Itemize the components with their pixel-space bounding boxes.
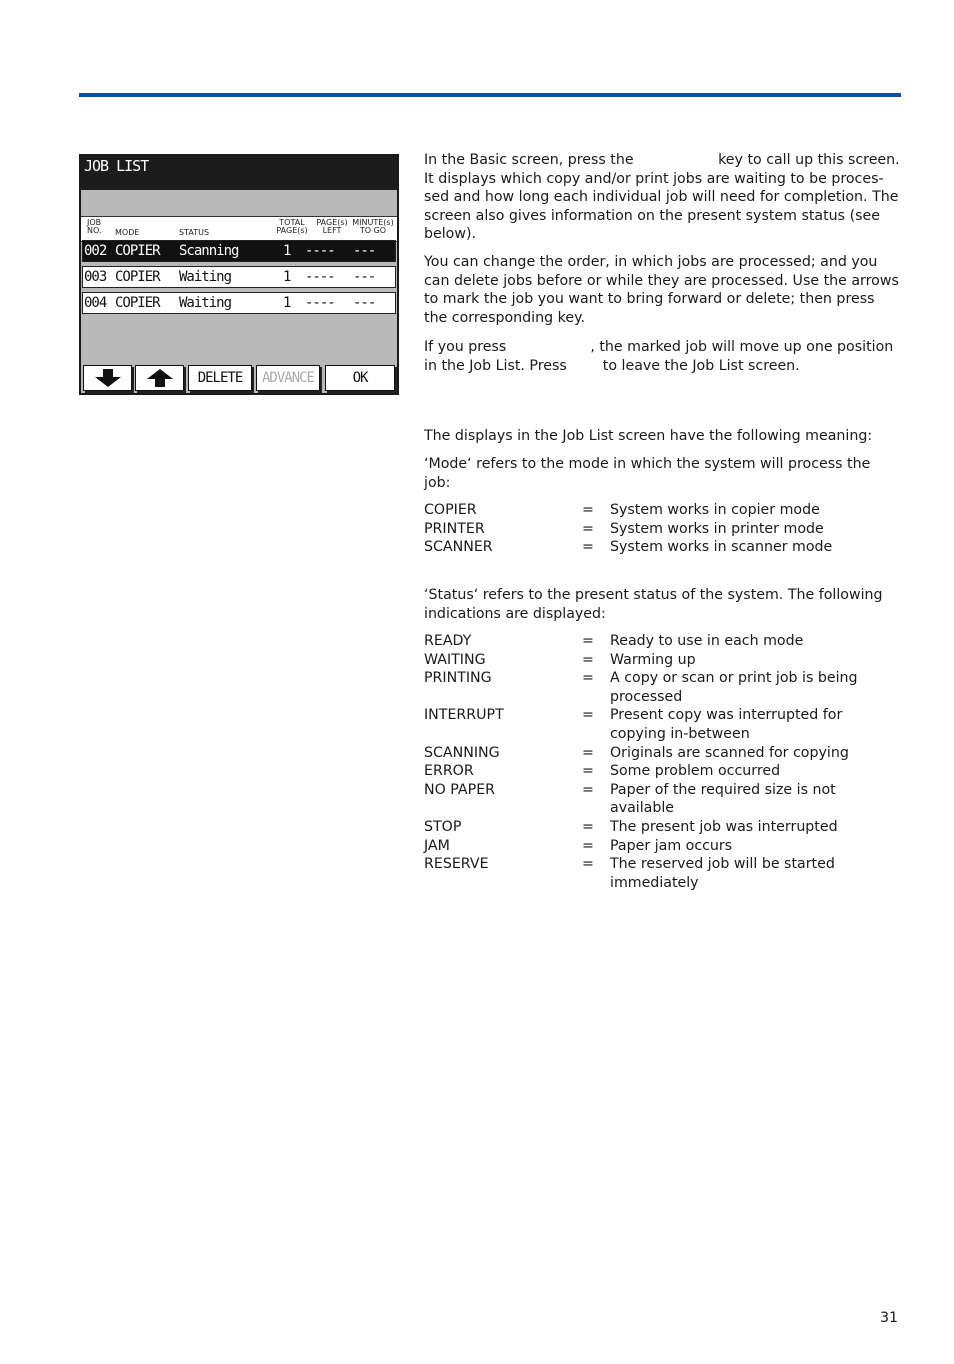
job-total-pages: 1 xyxy=(283,295,291,311)
header-pages-left: PAGE(s) LEFT xyxy=(316,218,348,235)
description: Some problem occurred xyxy=(610,763,781,780)
lcd-column-headers xyxy=(81,216,397,242)
job-status: Waiting xyxy=(179,295,232,311)
list-item xyxy=(424,855,900,892)
move-up-button[interactable] xyxy=(135,365,184,391)
equals: = xyxy=(582,520,594,537)
delete-button[interactable]: DELETE xyxy=(188,365,252,391)
job-minutes-to-go: --- xyxy=(353,269,376,285)
advance-text-c: to leave the Job List screen. xyxy=(602,357,800,374)
list-item xyxy=(424,538,900,557)
equals: = xyxy=(582,781,594,798)
list-item xyxy=(424,669,900,706)
job-no: 004 xyxy=(84,295,107,311)
description: System works in scanner mode xyxy=(610,539,833,556)
advance-text-a: If you press xyxy=(424,339,507,355)
list-item xyxy=(424,520,900,539)
job-pages-left: ---- xyxy=(305,243,335,259)
order-paragraph: You can change the order, in which jobs are processed; and you can delete jobs before or while they are processed. Use the arrows to mark the job you want to bring forward or delete; then press the corresponding key. xyxy=(424,254,899,326)
description: System works in printer mode xyxy=(610,520,824,537)
job-status: Waiting xyxy=(179,269,232,285)
lcd-title: JOB LIST xyxy=(81,156,397,190)
term: READY xyxy=(424,633,472,649)
equals: = xyxy=(582,837,594,854)
term: RESERVE xyxy=(424,856,489,873)
equals: = xyxy=(582,633,594,649)
description: Originals are scanned for copying xyxy=(610,744,849,761)
equals: = xyxy=(582,670,594,687)
job-pages-left: ---- xyxy=(305,295,335,311)
term: PRINTING xyxy=(424,670,492,687)
equals: = xyxy=(582,856,594,873)
description: The present job was interrupted xyxy=(610,818,838,835)
intro-text-b: key to call up this screen. It displays which copy and/or print jobs are waiting to be proces-sed and how long each individual job will need for completion. The screen also gives information on the present system status (see below). xyxy=(424,152,900,243)
description: System works in copier mode xyxy=(610,502,820,518)
mode-paragraph: ‘Mode‘ refers to the mode in which the system will process the job: xyxy=(424,456,871,491)
description: A copy or scan or print job is being processed xyxy=(610,670,858,705)
description: Present copy was interrupted for copying in-between xyxy=(610,707,843,742)
page-number: 31 xyxy=(880,1310,899,1326)
list-item xyxy=(424,744,900,763)
job-minutes-to-go: --- xyxy=(353,295,376,311)
intro-text-a: In the Basic screen, press the xyxy=(424,152,634,168)
lcd-button-row xyxy=(81,363,397,393)
term: NO PAPER xyxy=(424,781,496,798)
description: Warming up xyxy=(610,651,696,668)
advance-text-b: , the marked job will move up one position in the Job List. Press xyxy=(424,339,894,374)
mode-list xyxy=(424,501,900,557)
header-minutes-to-go: MINUTE(s) TO GO xyxy=(352,218,394,235)
job-status: Scanning xyxy=(179,243,239,259)
arrow-up-icon xyxy=(147,369,173,387)
job-no: 002 xyxy=(84,243,107,259)
job-pages-left: ---- xyxy=(305,269,335,285)
intro-paragraph xyxy=(424,151,900,244)
list-item xyxy=(424,632,900,651)
term: STOP xyxy=(424,818,462,835)
header-total-pages: TOTAL PAGE(s) xyxy=(276,218,308,235)
term: ERROR xyxy=(424,763,474,780)
advance-button[interactable]: ADVANCE xyxy=(256,365,320,391)
list-item xyxy=(424,501,900,520)
list-item xyxy=(424,762,900,781)
description: Paper jam occurs xyxy=(610,837,733,854)
move-down-button[interactable] xyxy=(83,365,132,391)
equals: = xyxy=(582,502,594,518)
equals: = xyxy=(582,744,594,761)
description: The reserved job will be started immediately xyxy=(610,856,835,891)
job-total-pages: 1 xyxy=(283,243,291,259)
status-paragraph: ‘Status‘ refers to the present status of the system. The following indications are displayed: xyxy=(424,587,883,622)
header-status: STATUS xyxy=(179,228,210,237)
ok-button[interactable]: OK xyxy=(325,365,395,391)
job-mode: COPIER xyxy=(115,269,160,285)
list-item xyxy=(424,651,900,670)
term: COPIER xyxy=(424,502,477,518)
arrow-down-icon xyxy=(95,369,121,387)
list-item xyxy=(424,706,900,743)
job-minutes-to-go: --- xyxy=(353,243,376,259)
job-row[interactable] xyxy=(82,292,396,314)
description: Ready to use in each mode xyxy=(610,633,804,649)
job-list-screenshot xyxy=(79,154,399,395)
status-list xyxy=(424,632,900,892)
list-item xyxy=(424,781,900,818)
advance-paragraph xyxy=(424,338,900,375)
job-mode: COPIER xyxy=(115,295,160,311)
term: SCANNER xyxy=(424,539,493,556)
description: Paper of the required size is not available xyxy=(610,781,836,817)
header-mode: MODE xyxy=(115,228,140,237)
header-job-no: JOB NO. xyxy=(87,218,102,235)
header-rule xyxy=(79,93,901,97)
job-row[interactable] xyxy=(82,240,396,262)
list-item xyxy=(424,818,900,837)
equals: = xyxy=(582,763,594,780)
term: SCANNING xyxy=(424,744,500,761)
equals: = xyxy=(582,651,594,668)
job-mode: COPIER xyxy=(115,243,160,259)
meaning-paragraph: The displays in the Job List screen have the following meaning: xyxy=(424,428,873,444)
term: PRINTER xyxy=(424,520,485,537)
term: WAITING xyxy=(424,651,486,668)
job-row[interactable] xyxy=(82,266,396,288)
equals: = xyxy=(582,539,594,556)
job-no: 003 xyxy=(84,269,107,285)
job-total-pages: 1 xyxy=(283,269,291,285)
term: JAM xyxy=(424,837,450,854)
equals: = xyxy=(582,707,594,724)
list-item xyxy=(424,837,900,856)
equals: = xyxy=(582,818,594,835)
term: INTERRUPT xyxy=(424,707,504,724)
